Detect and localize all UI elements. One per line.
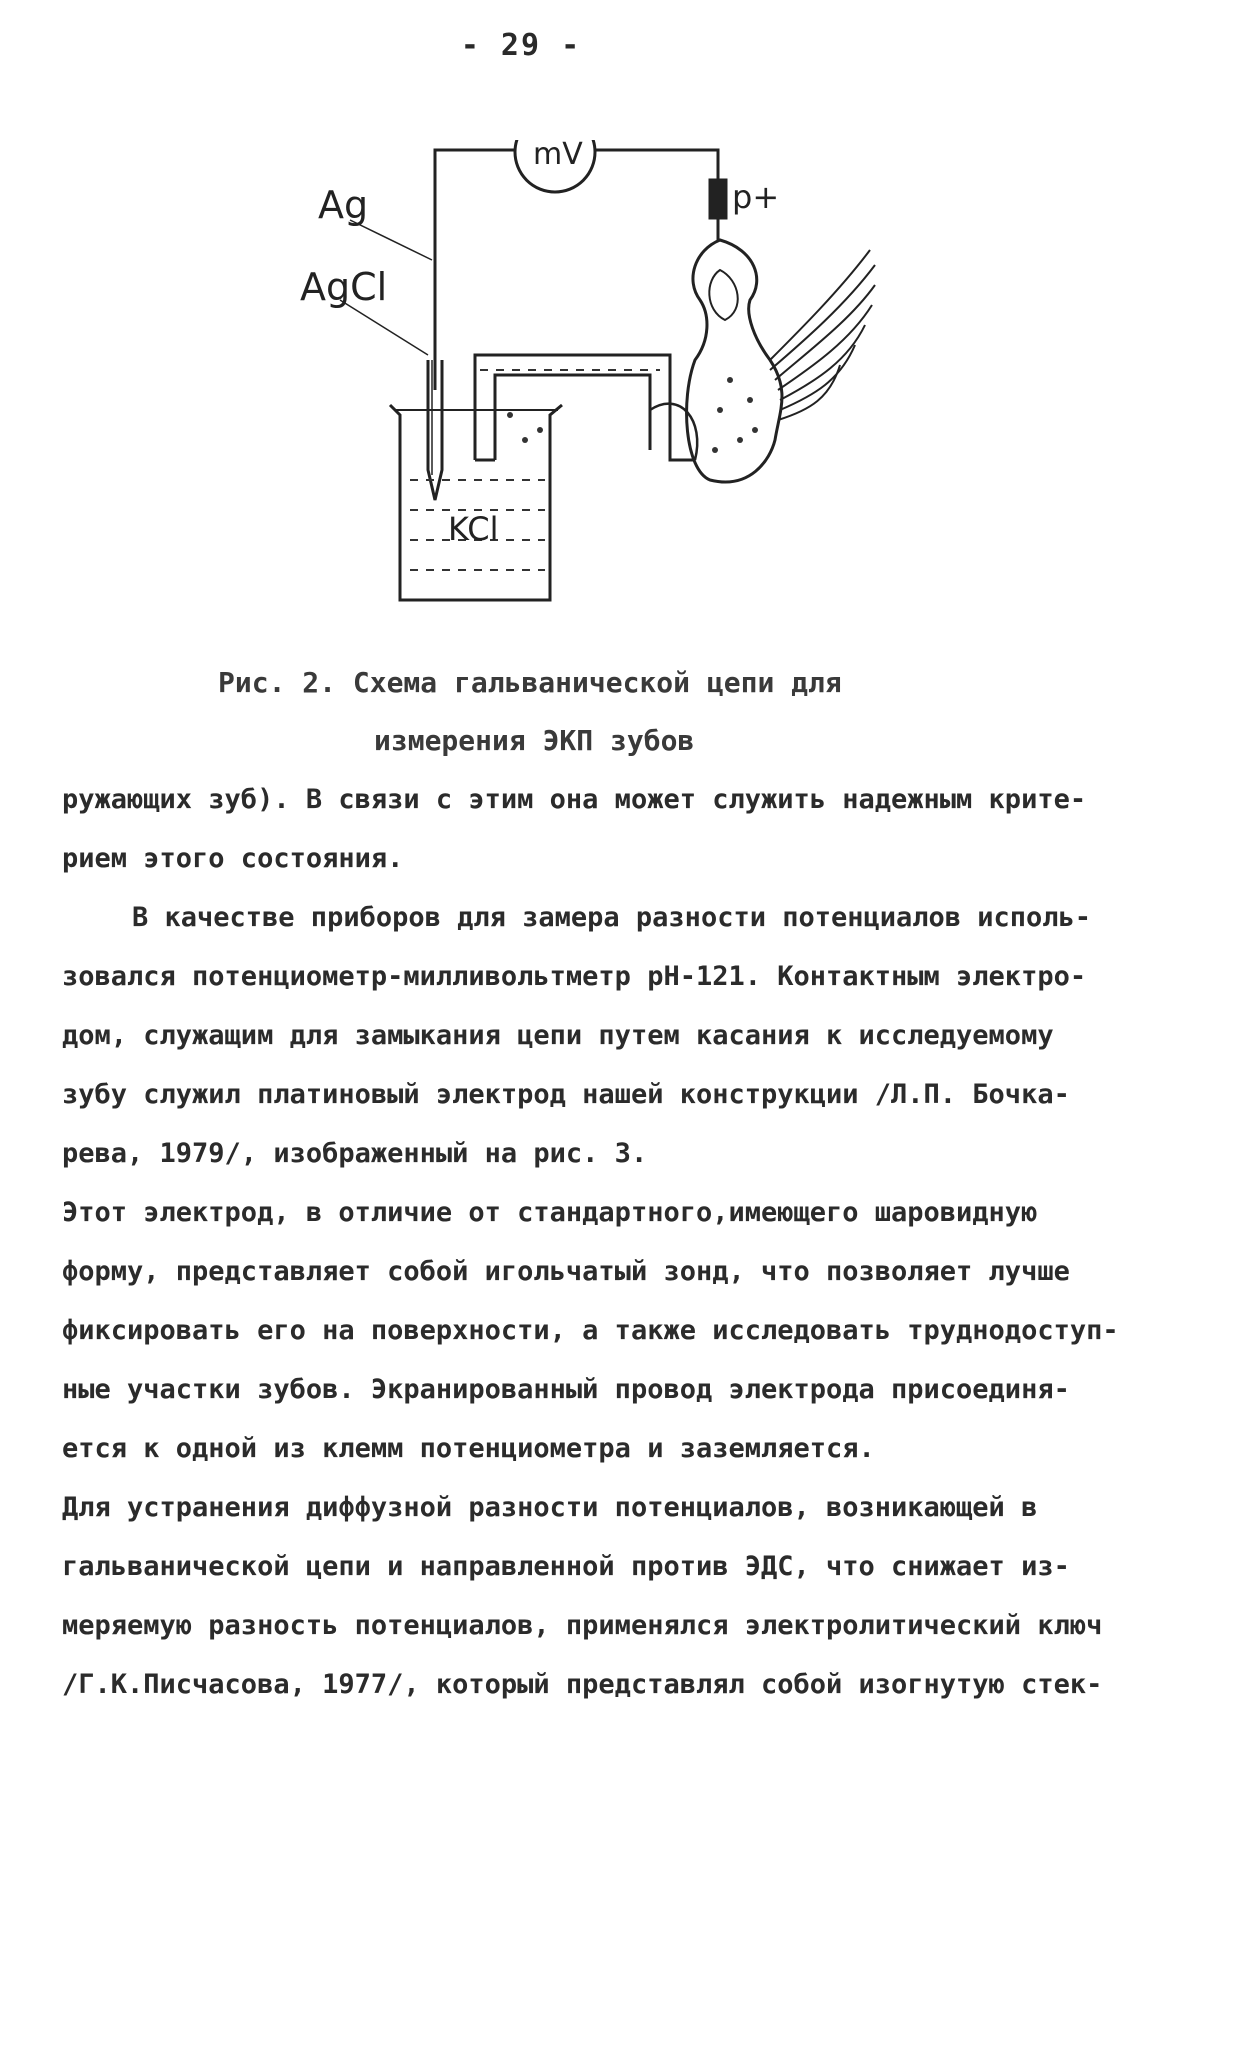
ag-label: Ag <box>318 183 369 227</box>
circuit-diagram <box>300 140 880 610</box>
text-line: ружающих зуб). В связи с этим она может служить надежным крите- <box>62 784 1087 815</box>
text-line: ется к одной из клемм потенциометра и заземляется. <box>62 1433 875 1464</box>
text-line: рием этого состояния. <box>62 843 404 874</box>
text-line: зовался потенциометр-милливольтметр pH-121. Контактным электро- <box>62 961 1087 992</box>
agcl-label: AgCl <box>300 265 388 309</box>
text-line: Этот электрод, в отличие от стандартного,имеющего шаровидную <box>62 1197 1038 1228</box>
text-line: рева, 1979/, изображенный на рис. 3. <box>62 1138 648 1169</box>
caption-line-1: Рис. 2. Схема гальванической цепи для <box>218 666 842 699</box>
text-line: Для устранения диффузной разности потенциалов, возникающей в <box>62 1492 1038 1523</box>
probe-label: p+ <box>732 178 780 216</box>
text-line: меряемую разность потенциалов, применялся электролитический ключ <box>62 1610 1103 1641</box>
text-line: дом, служащим для замыкания цепи путем касания к исследуемому <box>62 1020 1054 1051</box>
text-line: /Г.К.Писчасова, 1977/, который представлял собой изогнутую стек- <box>62 1669 1103 1700</box>
wire-right <box>595 150 718 180</box>
salt-bridge <box>475 355 695 460</box>
text-line: форму, представляет собой игольчатый зонд, что позволяет лучше <box>62 1256 1070 1287</box>
text-line: зубу служил платиновый электрод нашей конструкции /Л.П. Бочка- <box>62 1079 1070 1110</box>
text-line: В качестве приборов для замера разности потенциалов исполь- <box>132 902 1092 933</box>
text-line: фиксировать его на поверхности, а также исследовать труднодоступ- <box>62 1315 1119 1346</box>
tooth <box>687 240 782 482</box>
galvanic-circuit-figure <box>300 140 880 610</box>
probe <box>710 180 726 218</box>
text-line: ные участки зубов. Экранированный провод электрода присоединя- <box>62 1374 1070 1405</box>
body-text <box>62 770 1192 1714</box>
page-number: - 29 - <box>460 28 582 63</box>
caption-line-2: измерения ЭКП зубов <box>374 724 695 757</box>
text-line: гальванической цепи и направленной против ЭДС, что снижает из- <box>62 1551 1070 1582</box>
meter-label: mV <box>533 140 583 172</box>
figure-caption <box>218 654 1018 770</box>
kcl-label: KCl <box>448 510 499 548</box>
